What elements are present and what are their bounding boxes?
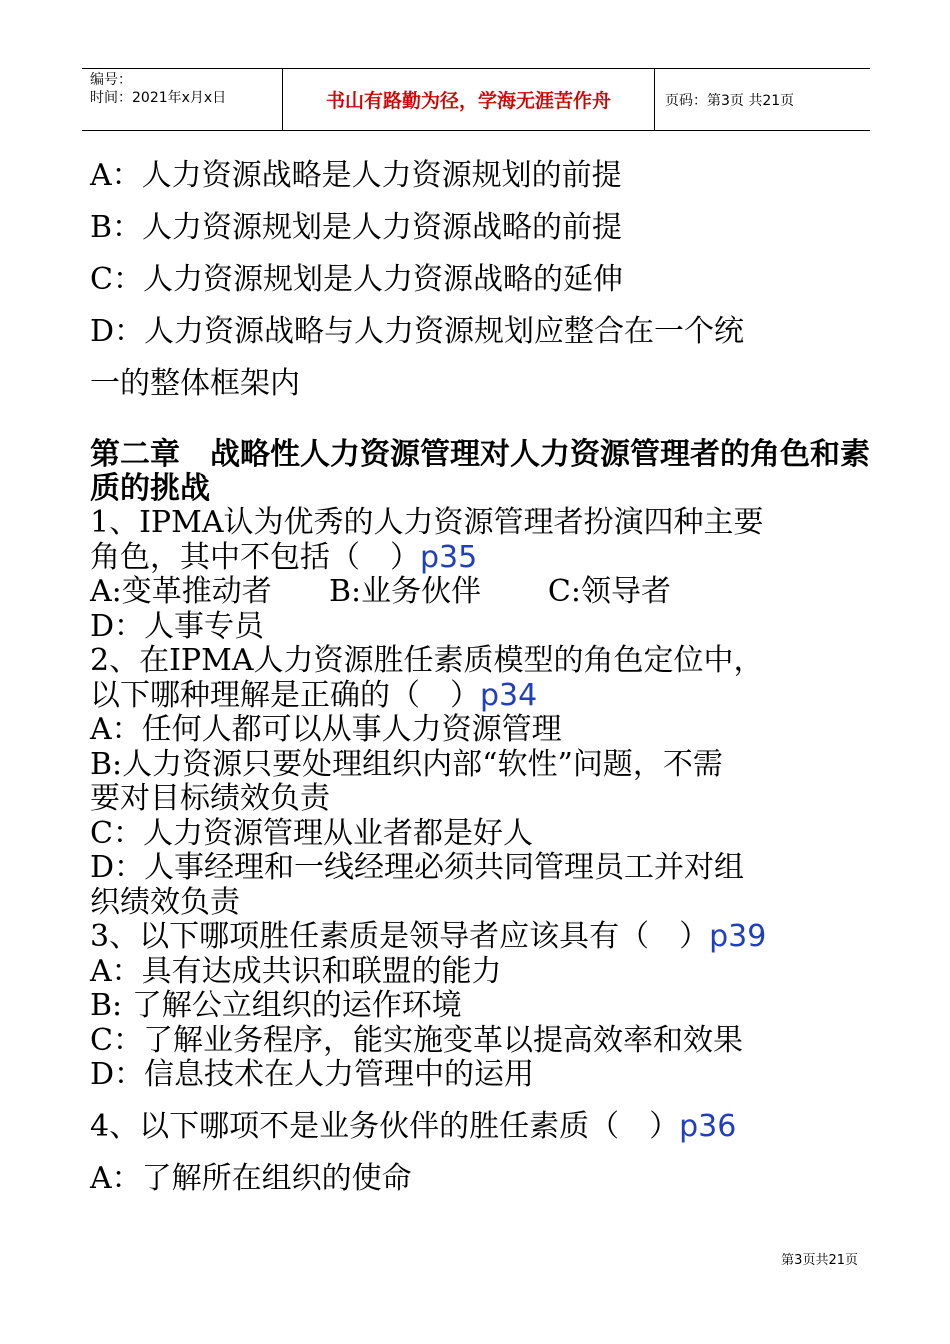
q3-option-b: B: 了解公立组织的运作环境 — [90, 988, 462, 1023]
q4-text: 4、以下哪项不是业务伙伴的胜任素质（ ） — [90, 1108, 680, 1144]
q1-line1: 1、IPMA认为优秀的人力资源管理者扮演四种主要 — [90, 505, 764, 540]
q2-option-a: A：任何人都可以从事人力资源管理 — [90, 712, 562, 747]
q4-page-ref: p36 — [679, 1108, 737, 1144]
chapter-heading: 第二章 战略性人力资源管理对人力资源管理者的角色和素质的挑战 — [90, 437, 870, 506]
q3-text: 3、以下哪项胜任素质是领导者应该具有（ ） — [90, 919, 710, 954]
q1-option-d: D：人事专员 — [90, 608, 265, 644]
prev-option-b: B：人力资源规划是人力资源战略的前提 — [90, 210, 623, 245]
q1-page-ref: p35 — [420, 539, 478, 575]
time-label: 时间：2021年x月x日 — [90, 90, 227, 106]
q3-option-d: D：信息技术在人力管理中的运用 — [90, 1057, 535, 1092]
q2-option-b-cont: 要对目标绩效负责 — [90, 781, 330, 816]
prev-option-d-cont: 一的整体框架内 — [90, 366, 300, 401]
q3-option-a: A：具有达成共识和联盟的能力 — [90, 953, 502, 989]
header-page-label: 页码：第3页 共21页 — [665, 92, 795, 109]
q2-line1: 2、在IPMA人力资源胜任素质模型的角色定位中， — [90, 643, 764, 678]
header-motto: 书山有路勤为径，学海无涯苦作舟 — [282, 69, 655, 130]
q2-page-ref: p34 — [480, 677, 538, 713]
page-header — [82, 68, 870, 131]
q1-options: A:变革推动者 B:业务伙伴 C:领导者 — [90, 574, 671, 609]
prev-option-a: A：人力资源战略是人力资源规划的前提 — [90, 158, 622, 193]
q2-option-c: C：人力资源管理从业者都是好人 — [90, 815, 533, 851]
q2-line2 — [90, 679, 870, 714]
q1-text: 角色，其中不包括（ ） — [90, 539, 420, 575]
prev-option-d: D：人力资源战略与人力资源规划应整合在一个统 — [90, 314, 745, 349]
q2-text: 以下哪种理解是正确的（ ） — [90, 677, 480, 713]
page-footer: 第3页共21页 — [781, 1253, 858, 1268]
q2-option-b: B:人力资源只要处理组织内部“软性”问题，不需 — [90, 746, 723, 782]
q1-line2 — [90, 541, 870, 576]
q3-option-c: C：了解业务程序，能实施变革以提高效率和效果 — [90, 1022, 743, 1058]
q2-option-d: D：人事经理和一线经理必须共同管理员工并对组 — [90, 850, 745, 885]
q3-page-ref: p39 — [709, 919, 767, 954]
document-body — [90, 150, 870, 1205]
q4-line1 — [90, 1101, 870, 1153]
q2-option-d-cont: 织绩效负责 — [90, 884, 240, 920]
header-meta — [82, 69, 282, 130]
q4-option-a: A：了解所在组织的使命 — [90, 1160, 412, 1196]
q3-line1 — [90, 920, 870, 955]
number-label: 编号： — [90, 72, 132, 88]
prev-option-c: C：人力资源规划是人力资源战略的延伸 — [90, 262, 623, 297]
